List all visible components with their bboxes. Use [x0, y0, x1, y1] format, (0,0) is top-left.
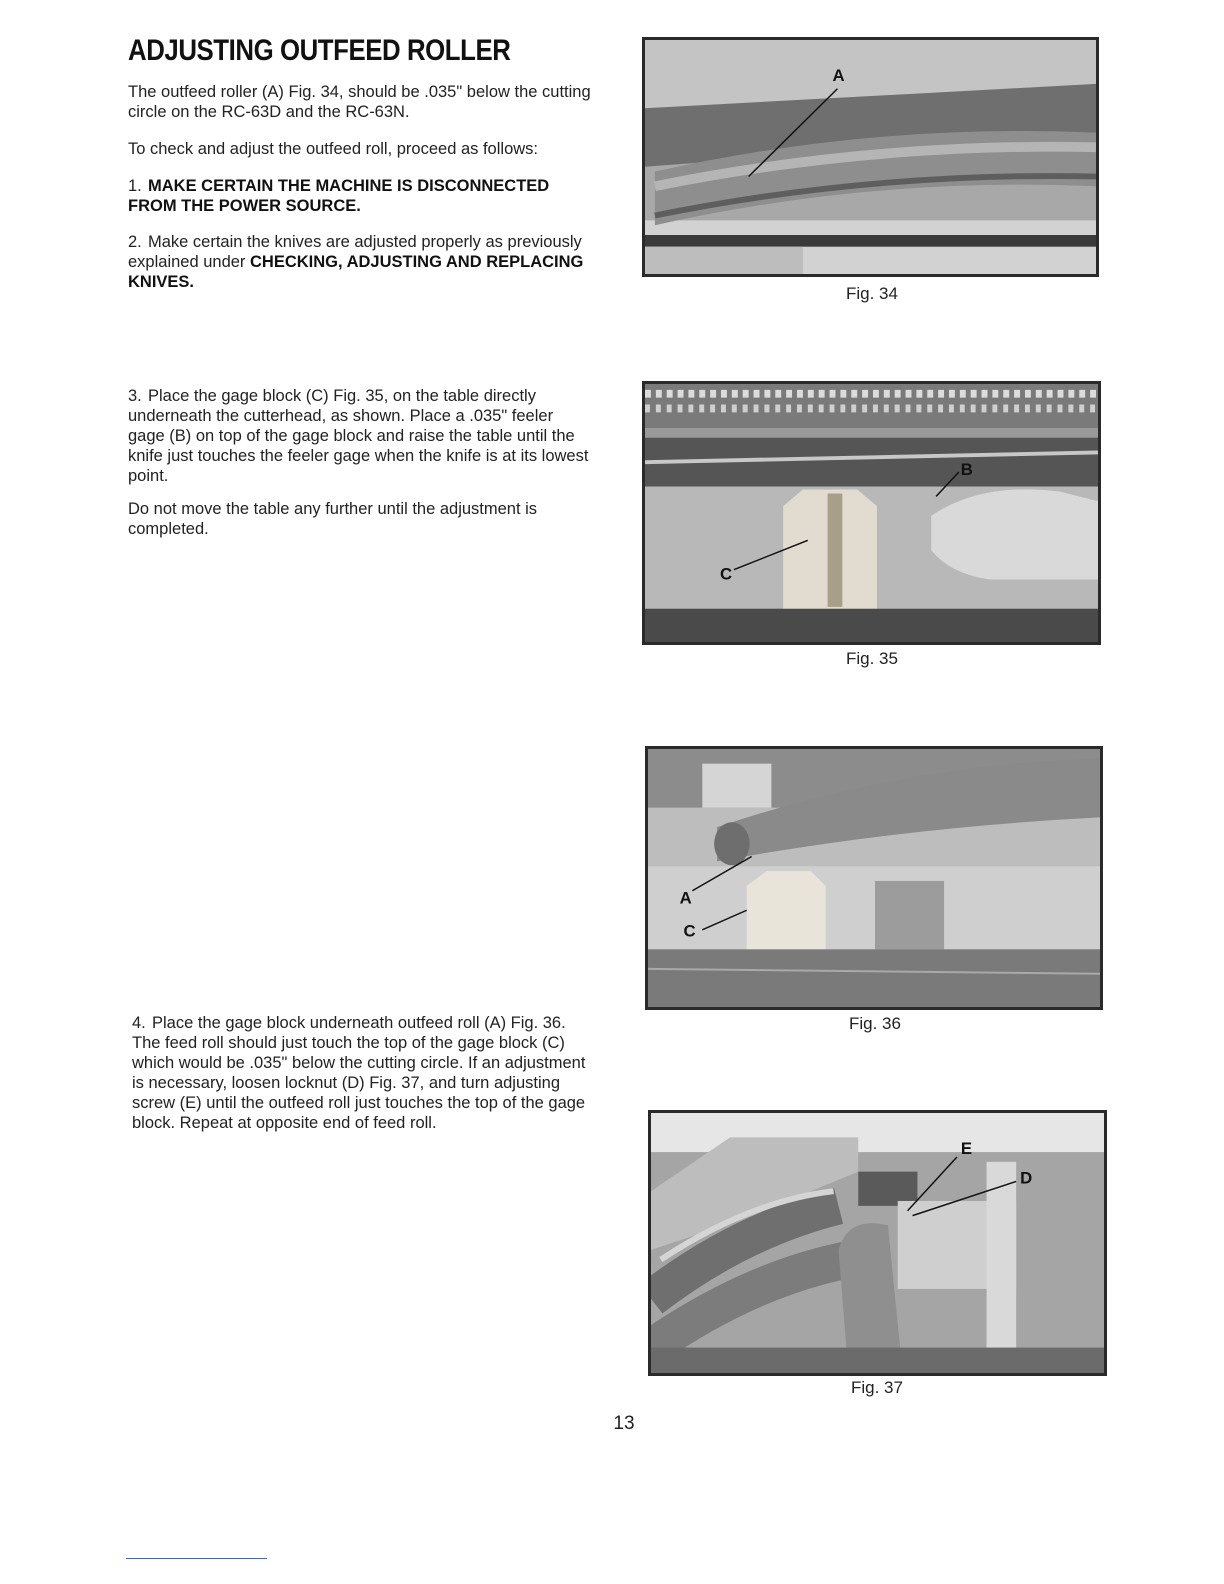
fig35-label-b: B	[960, 459, 973, 479]
figure-36-photo	[645, 746, 1103, 1010]
step-2-reference: CHECKING, ADJUSTING AND REPLACING KNIVES.	[128, 253, 584, 291]
figure-34-photo	[642, 37, 1099, 277]
intro-paragraph: The outfeed roller (A) Fig. 34, should be .035" below the cutting circle on the RC-63D and the RC-63N.	[128, 83, 591, 121]
step-3	[128, 386, 594, 486]
fig35-label-c: C	[720, 564, 733, 584]
figure-34-caption: Fig. 34	[846, 284, 898, 303]
figure-35-illustration	[645, 384, 1098, 642]
step-2-text: Make certain the knives are adjusted properly as previously explained under	[128, 233, 582, 271]
fig34-label-a: A	[832, 66, 845, 85]
check-paragraph: To check and adjust the outfeed roll, proceed as follows:	[128, 140, 538, 158]
figure-37-illustration	[651, 1113, 1104, 1373]
step-3-number: 3.	[128, 387, 142, 405]
step-4	[132, 1013, 598, 1133]
page-title: ADJUSTING OUTFEED ROLLER	[128, 34, 511, 67]
fig37-label-d: D	[1020, 1168, 1033, 1188]
fig36-label-a: A	[679, 888, 692, 908]
footer-rule	[126, 1558, 267, 1559]
step-4-number: 4.	[132, 1014, 146, 1032]
step-2-number: 2.	[128, 233, 142, 251]
figure-37-photo	[648, 1110, 1107, 1376]
step-2	[128, 232, 594, 292]
figure-34-illustration	[645, 40, 1096, 274]
step-1	[128, 176, 594, 216]
step-4-text: Place the gage block underneath outfeed roll (A) Fig. 36. The feed roll should just touch the top of the gage block (C) which would be .035" below the cutting circle. If an adjustment is necessary, loosen locknut (D) Fig. 37, and turn adjusting screw (E) until the outfeed roll just touches the top of the gage block. Repeat at opposite end of feed roll.	[132, 1014, 586, 1132]
page-number: 13	[613, 1413, 635, 1434]
no-move-paragraph: Do not move the table any further until the adjustment is completed.	[128, 500, 538, 538]
figure-36-illustration	[648, 749, 1100, 1007]
figure-35-caption: Fig. 35	[846, 649, 898, 668]
step-1-number: 1.	[128, 177, 142, 195]
fig37-label-e: E	[960, 1139, 973, 1159]
step-3-text: Place the gage block (C) Fig. 35, on the table directly underneath the cutterhead, as shown. Place a .035" feeler gage (B) on top of the gage block and raise the table until the knife just touches the feeler gage when the knife is at its lowest point.	[128, 387, 589, 485]
figure-36-caption: Fig. 36	[849, 1014, 901, 1033]
figure-35-photo	[642, 381, 1101, 645]
step-1-text: MAKE CERTAIN THE MACHINE IS DISCONNECTED FROM THE POWER SOURCE.	[128, 177, 550, 215]
fig36-label-c: C	[683, 921, 696, 941]
figure-37-caption: Fig. 37	[851, 1378, 903, 1397]
